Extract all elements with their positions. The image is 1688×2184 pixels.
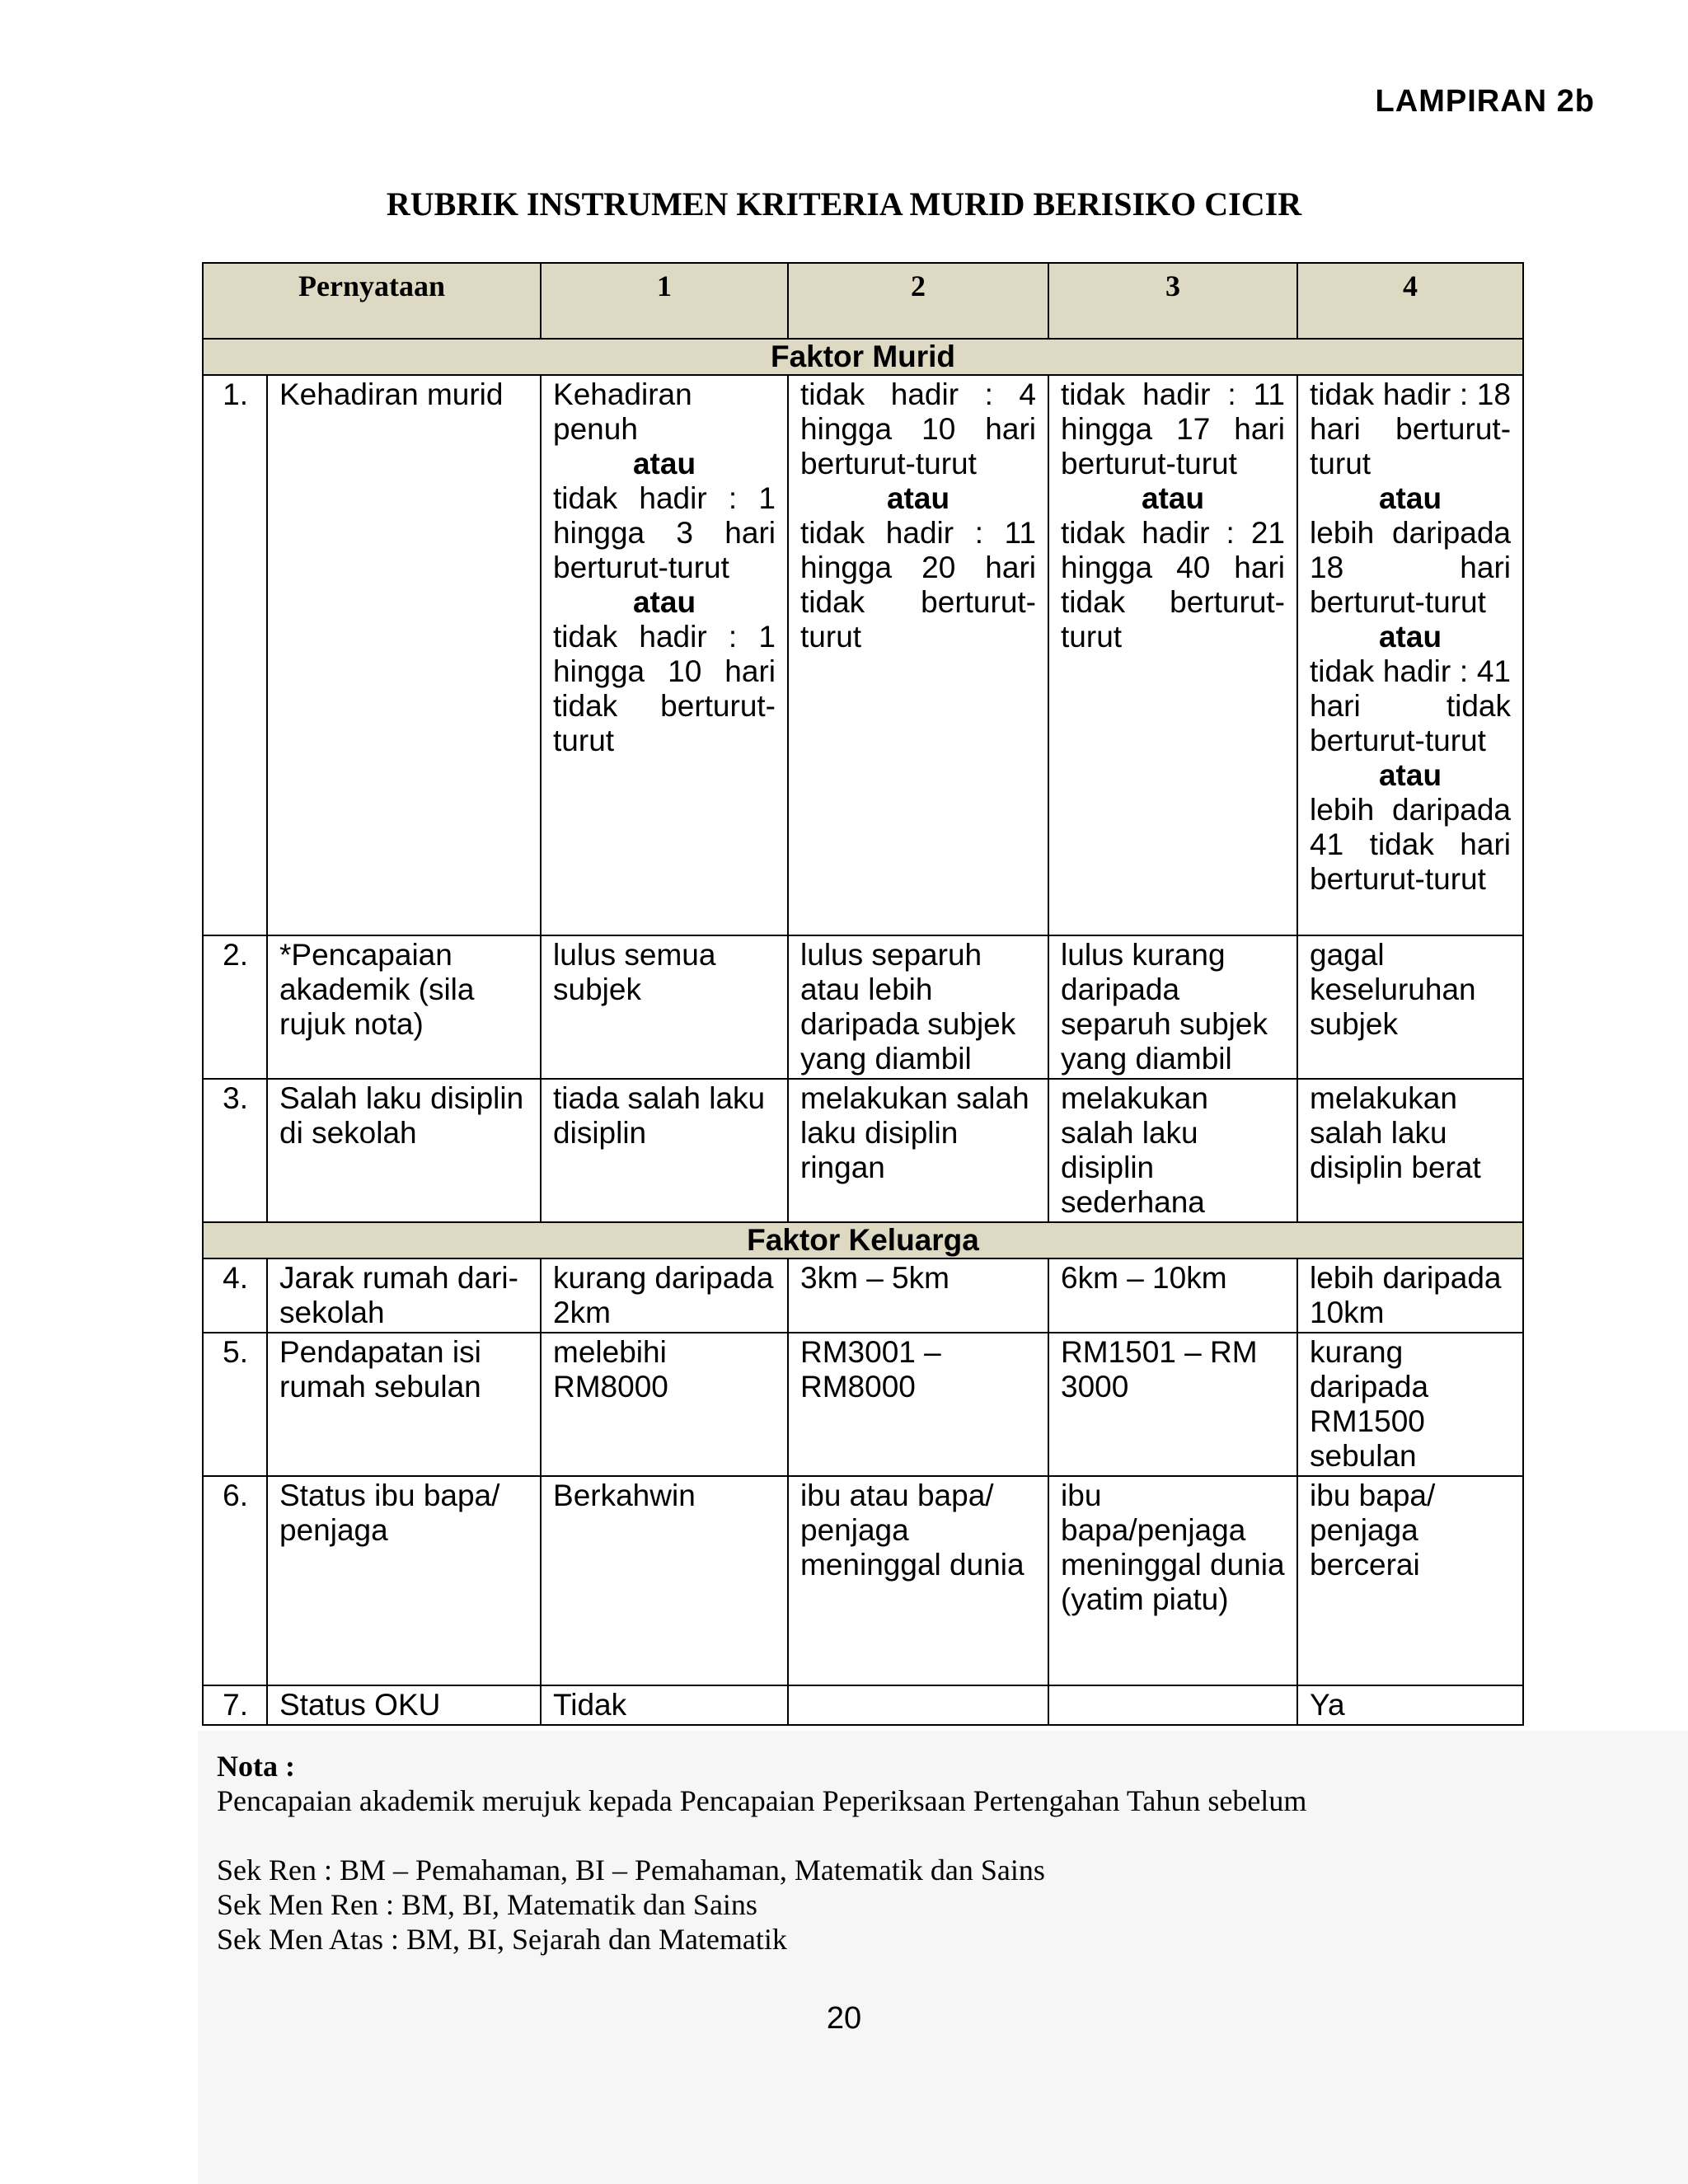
cell-score-3: 6km – 10km: [1048, 1258, 1297, 1333]
row-item: Salah laku disiplin di sekolah: [267, 1079, 541, 1222]
cell-score-4: lebih daripada 10km: [1297, 1258, 1523, 1333]
table-row: [203, 375, 1523, 935]
row-number: 7.: [203, 1685, 267, 1725]
nota-line: Sek Ren : BM – Pemahaman, BI – Pemahaman, Matematik dan Sains: [217, 1854, 1045, 1886]
table-row: [203, 1258, 1523, 1333]
cell-score-3: lulus kurang daripada separuh subjek yang diambil: [1048, 935, 1297, 1079]
cell-score-1: melebihi RM8000: [541, 1333, 788, 1476]
row-item: Kehadiran murid: [267, 375, 541, 935]
cell-score-4: gagal keseluruhan subjek: [1297, 935, 1523, 1079]
row-item: *Pencapaian akademik (sila rujuk nota): [267, 935, 541, 1079]
page-number: 20: [826, 2001, 862, 2036]
header-score-4: 4: [1297, 263, 1523, 339]
cell-score-4: melakukan salah laku disiplin berat: [1297, 1079, 1523, 1222]
cell-score-3: melakukan salah laku disiplin sederhana: [1048, 1079, 1297, 1222]
cell-score-1: Berkahwin: [541, 1476, 788, 1685]
cell-score-3: ibu bapa/penjaga meninggal dunia (yatim piatu): [1048, 1476, 1297, 1685]
row-item: Status OKU: [267, 1685, 541, 1725]
table-row: [203, 1685, 1523, 1725]
row-number: 3.: [203, 1079, 267, 1222]
annex-label: LAMPIRAN 2b: [1375, 84, 1595, 119]
cell-score-4: kurang daripada RM1500 sebulan: [1297, 1333, 1523, 1476]
table-header-row: [203, 263, 1523, 339]
table-row: [203, 1079, 1523, 1222]
row-item: Jarak rumah dari-sekolah: [267, 1258, 541, 1333]
cell-score-1: tiada salah laku disiplin: [541, 1079, 788, 1222]
row-number: 2.: [203, 935, 267, 1079]
header-score-1: 1: [541, 263, 788, 339]
row-number: 5.: [203, 1333, 267, 1476]
cell-score-2: 3km – 5km: [788, 1258, 1048, 1333]
header-score-3: 3: [1048, 263, 1297, 339]
cell-score-1: lulus semua subjek: [541, 935, 788, 1079]
page-title: RUBRIK INSTRUMEN KRITERIA MURID BERISIKO CICIR: [386, 185, 1302, 223]
section-faktor-murid: Faktor Murid: [203, 339, 1523, 375]
table-row: [203, 1476, 1523, 1685]
cell-score-4: tidak hadir : 18 hari berturut-turut atau lebih daripada 18 hari berturut-turut atau tidak hadir : 41 hari tidak berturut-turut atau lebih daripada 41 tidak hari berturut-turut: [1297, 375, 1523, 935]
section-faktor-keluarga: Faktor Keluarga: [203, 1222, 1523, 1258]
section-row-keluarga: [203, 1222, 1523, 1258]
cell-score-1: kurang daripada 2km: [541, 1258, 788, 1333]
cell-score-4: Ya: [1297, 1685, 1523, 1725]
cell-score-3: tidak hadir : 11 hingga 17 hari berturut-turut atau tidak hadir : 21 hingga 40 hari tidak berturut-turut: [1048, 375, 1297, 935]
nota-title: Nota :: [217, 1750, 295, 1783]
row-number: 4.: [203, 1258, 267, 1333]
row-item: Pendapatan isi rumah sebulan: [267, 1333, 541, 1476]
cell-score-3: [1048, 1685, 1297, 1725]
table-row: [203, 1333, 1523, 1476]
header-pernyataan: Pernyataan: [203, 263, 541, 339]
cell-score-1: Kehadiran penuh atau tidak hadir : 1 hingga 3 hari berturut-turut atau tidak hadir : 1 hingga 10 hari tidak berturut-turut: [541, 375, 788, 935]
cell-score-2: [788, 1685, 1048, 1725]
nota-section: [217, 1749, 1306, 1957]
cell-score-1: Tidak: [541, 1685, 788, 1725]
row-number: 1.: [203, 375, 267, 935]
cell-score-2: ibu atau bapa/ penjaga meninggal dunia: [788, 1476, 1048, 1685]
table-row: [203, 935, 1523, 1079]
rubric-table: [202, 262, 1524, 1726]
nota-line: Sek Men Ren : BM, BI, Matematik dan Sains: [217, 1888, 757, 1921]
cell-score-2: lulus separuh atau lebih daripada subjek yang diambil: [788, 935, 1048, 1079]
section-row-murid: [203, 339, 1523, 375]
row-number: 6.: [203, 1476, 267, 1685]
cell-score-2: tidak hadir : 4 hingga 10 hari berturut-turut atau tidak hadir : 11 hingga 20 hari tidak berturut-turut: [788, 375, 1048, 935]
cell-score-4: ibu bapa/ penjaga bercerai: [1297, 1476, 1523, 1685]
nota-line: Pencapaian akademik merujuk kepada Pencapaian Peperiksaan Pertengahan Tahun sebelum: [217, 1784, 1307, 1817]
header-score-2: 2: [788, 263, 1048, 339]
nota-line: Sek Men Atas : BM, BI, Sejarah dan Matematik: [217, 1923, 787, 1956]
row-item: Status ibu bapa/ penjaga: [267, 1476, 541, 1685]
cell-score-2: RM3001 – RM8000: [788, 1333, 1048, 1476]
cell-score-2: melakukan salah laku disiplin ringan: [788, 1079, 1048, 1222]
cell-score-3: RM1501 – RM 3000: [1048, 1333, 1297, 1476]
